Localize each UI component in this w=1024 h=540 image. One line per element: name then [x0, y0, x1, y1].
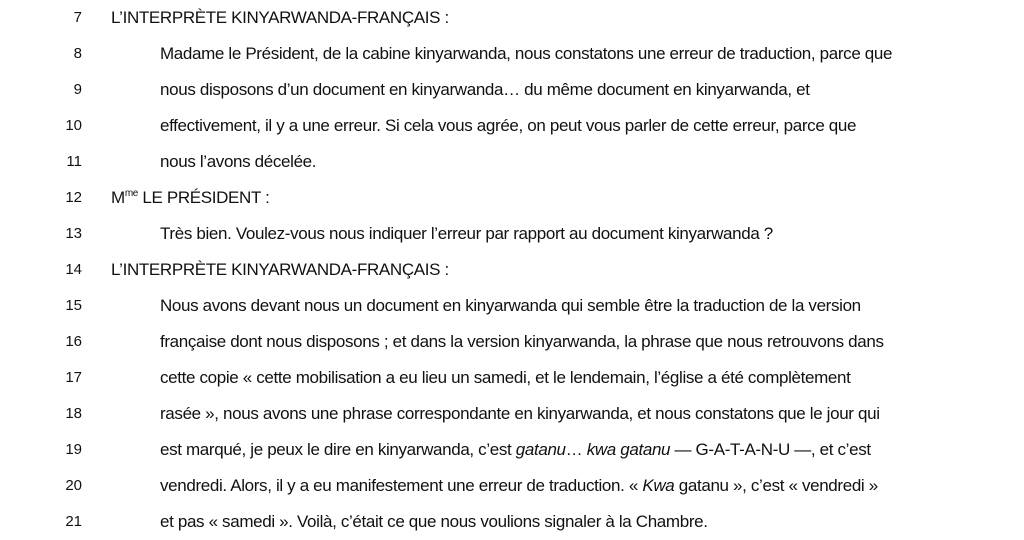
line-number: 12 [65, 189, 82, 206]
line-number: 16 [65, 333, 82, 350]
text-segment: L’INTERPRÈTE KINYARWANDA-FRANÇAIS : [111, 8, 449, 27]
speaker-line [0, 252, 1024, 288]
italic-text: kwa gatanu [586, 440, 671, 459]
transcript-line [0, 432, 1024, 468]
transcript-line [0, 288, 1024, 324]
superscript-text: me [124, 188, 139, 199]
text-segment: — G-A-T-A-N-U —, et c’est [670, 440, 871, 459]
line-number: 14 [65, 261, 82, 278]
line-text [160, 324, 884, 360]
line-number: 7 [73, 9, 82, 26]
text-segment: est marqué, je peux le dire en kinyarwanda, c’est [160, 440, 516, 459]
line-text [160, 504, 708, 540]
italic-text: gatanu [515, 440, 566, 459]
text-segment: effectivement, il y a une erreur. Si cela vous agrée, on peut vous parler de cette erreur, parce que [160, 116, 857, 135]
text-segment: M [111, 188, 125, 207]
line-number: 19 [65, 441, 82, 458]
text-segment: Madame le Président, de la cabine kinyarwanda, nous constatons une erreur de traduction, parce que [160, 44, 893, 63]
line-text [160, 36, 892, 72]
text-segment: … [565, 440, 587, 459]
line-number: 10 [65, 117, 82, 134]
speaker-line [0, 0, 1024, 36]
line-text [160, 144, 316, 180]
transcript-line [0, 396, 1024, 432]
line-number: 17 [65, 369, 82, 386]
speaker-line [0, 180, 1024, 216]
line-text [160, 72, 810, 108]
line-text [160, 468, 878, 504]
transcript-line [0, 324, 1024, 360]
text-segment: Très bien. Voulez-vous nous indiquer l’erreur par rapport au document kinyarwanda ? [160, 224, 773, 243]
transcript-line [0, 216, 1024, 252]
line-text [160, 396, 880, 432]
transcript-line [0, 468, 1024, 504]
line-number: 11 [66, 153, 82, 170]
text-segment: L’INTERPRÈTE KINYARWANDA-FRANÇAIS : [111, 260, 449, 279]
italic-text: Kwa [642, 476, 675, 495]
line-number: 20 [65, 477, 82, 494]
line-text [160, 360, 851, 396]
transcript-line [0, 144, 1024, 180]
text-segment: française dont nous disposons ; et dans la version kinyarwanda, la phrase que nous retrouvons dans [160, 332, 884, 351]
transcript-line [0, 360, 1024, 396]
line-number: 18 [65, 405, 82, 422]
transcript-line [0, 108, 1024, 144]
text-segment: cette copie « cette mobilisation a eu lieu un samedi, et le lendemain, l’église a été complètement [160, 368, 851, 387]
text-segment: nous disposons d’un document en kinyarwanda… du même document en kinyarwanda, et [160, 80, 810, 99]
text-segment: gatanu », c’est « vendredi » [674, 476, 878, 495]
text-segment: nous l’avons décelée. [160, 152, 317, 171]
text-segment: vendredi. Alors, il y a eu manifestement une erreur de traduction. « [160, 476, 643, 495]
transcript-line [0, 72, 1024, 108]
line-number: 21 [65, 513, 82, 530]
line-text [160, 216, 773, 252]
text-segment: Nous avons devant nous un document en kinyarwanda qui semble être la traduction de la version [160, 296, 861, 315]
text-segment: rasée », nous avons une phrase correspondante en kinyarwanda, et nous constatons que le jour qui [160, 404, 880, 423]
text-segment: LE PRÉSIDENT : [138, 188, 270, 207]
speaker-name [111, 180, 269, 216]
line-text [160, 432, 871, 468]
line-text [160, 108, 856, 144]
transcript-line [0, 504, 1024, 540]
transcript-line [0, 36, 1024, 72]
line-number: 8 [73, 45, 82, 62]
line-number: 13 [65, 225, 82, 242]
line-number: 15 [65, 297, 82, 314]
line-text [160, 288, 861, 324]
line-number: 9 [73, 81, 82, 98]
text-segment: et pas « samedi ». Voilà, c’était ce que nous voulions signaler à la Chambre. [160, 512, 708, 531]
speaker-name [111, 252, 449, 288]
speaker-name [111, 0, 449, 36]
